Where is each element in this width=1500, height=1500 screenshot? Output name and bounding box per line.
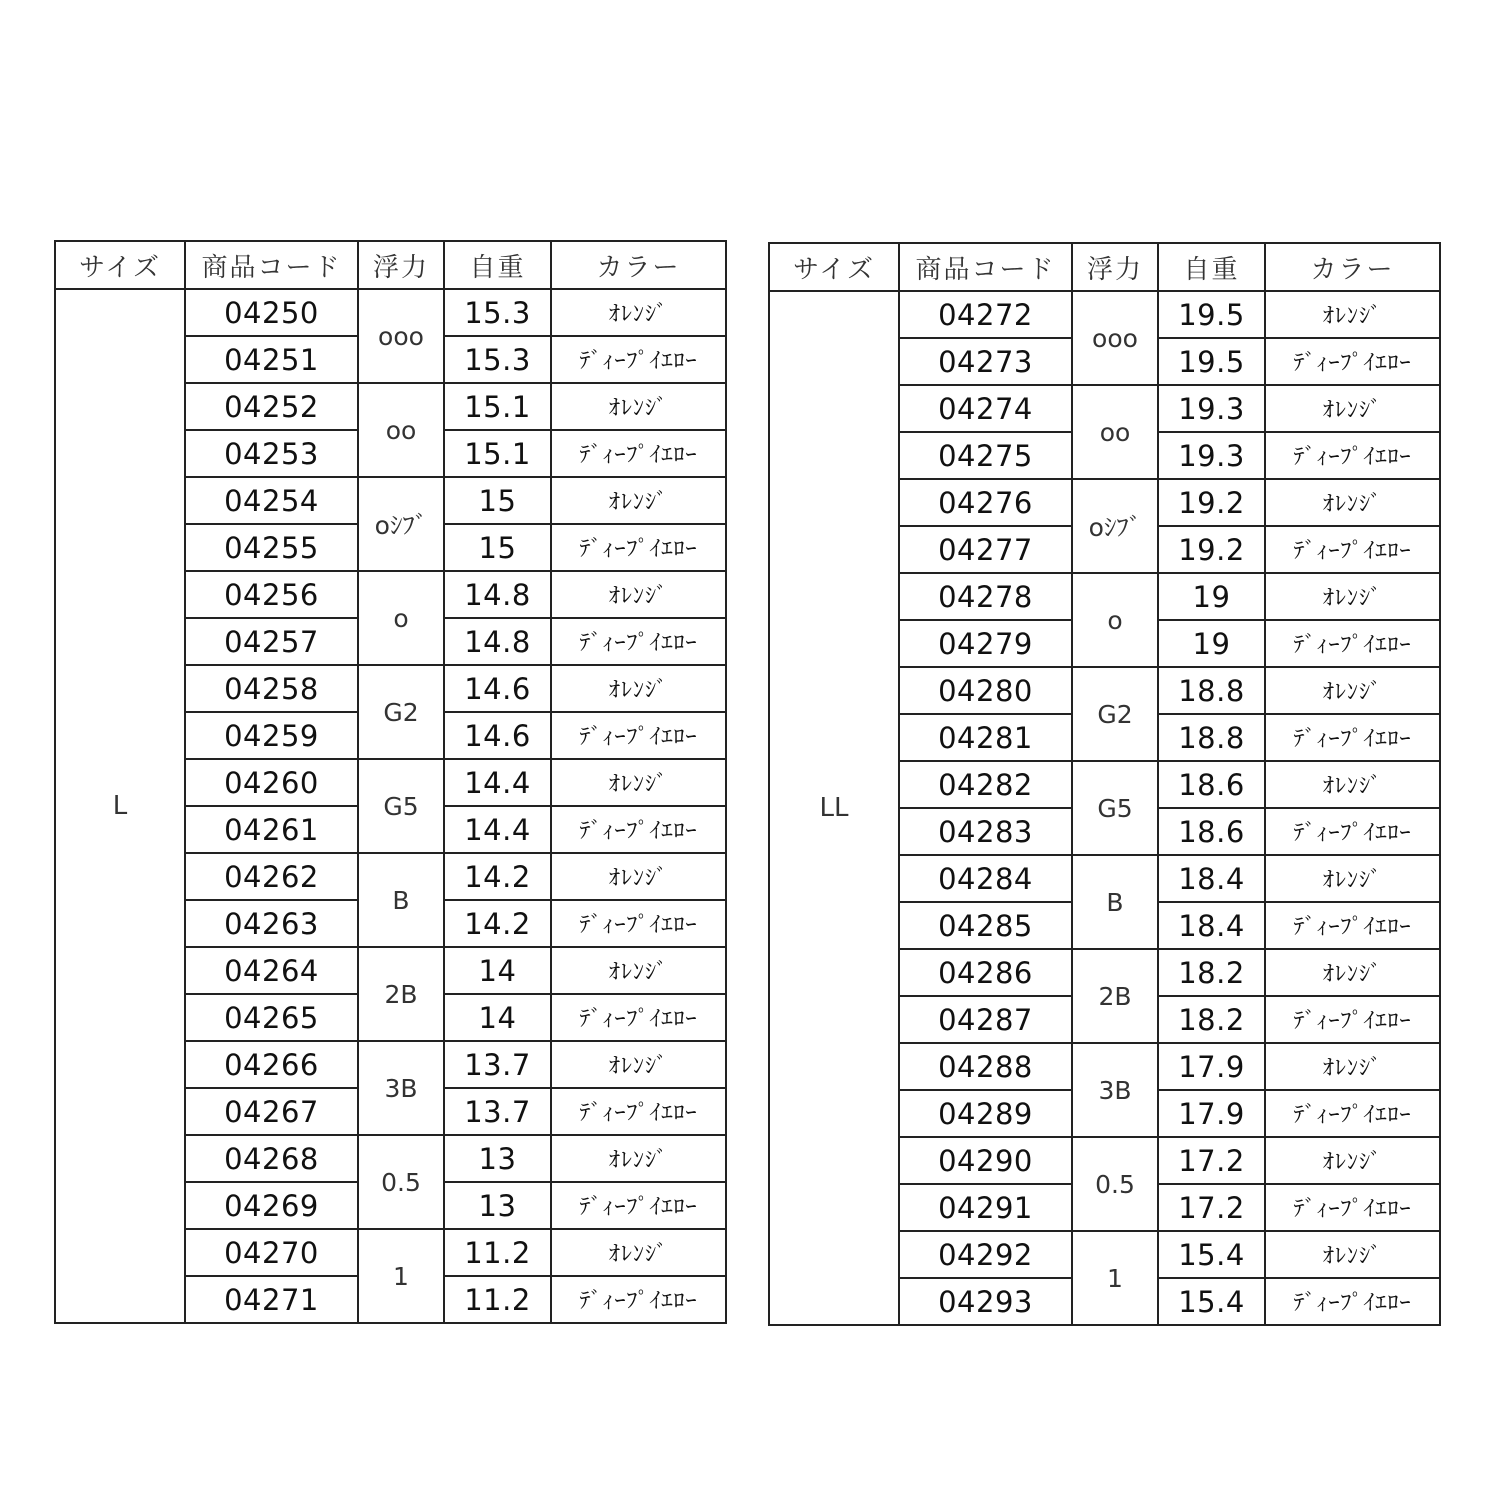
- color-cell: ｵﾚﾝｼﾞ: [1265, 573, 1440, 620]
- header-size: サイズ: [55, 241, 185, 289]
- weight-cell: 11.2: [444, 1229, 551, 1276]
- weight-cell: 19.2: [1158, 526, 1265, 573]
- color-cell: ﾃﾞｨｰﾌﾟｲｴﾛｰ: [551, 994, 726, 1041]
- product-code-cell: 04290: [899, 1137, 1072, 1184]
- weight-cell: 19: [1158, 620, 1265, 667]
- color-cell: ﾃﾞｨｰﾌﾟｲｴﾛｰ: [551, 524, 726, 571]
- header-weight: 自重: [444, 241, 551, 289]
- product-code-cell: 04260: [185, 759, 358, 806]
- color-cell: ｵﾚﾝｼﾞ: [551, 477, 726, 524]
- color-cell: ｵﾚﾝｼﾞ: [1265, 479, 1440, 526]
- color-cell: ﾃﾞｨｰﾌﾟｲｴﾛｰ: [551, 1276, 726, 1323]
- weight-cell: 15.3: [444, 289, 551, 336]
- weight-cell: 19.3: [1158, 385, 1265, 432]
- color-cell: ｵﾚﾝｼﾞ: [551, 571, 726, 618]
- color-cell: ﾃﾞｨｰﾌﾟｲｴﾛｰ: [551, 1088, 726, 1135]
- product-code-cell: 04255: [185, 524, 358, 571]
- color-cell: ｵﾚﾝｼﾞ: [1265, 1043, 1440, 1090]
- weight-cell: 19.2: [1158, 479, 1265, 526]
- color-cell: ｵﾚﾝｼﾞ: [551, 383, 726, 430]
- product-code-cell: 04268: [185, 1135, 358, 1182]
- product-code-cell: 04279: [899, 620, 1072, 667]
- size-cell: LL: [769, 291, 899, 1325]
- color-cell: ｵﾚﾝｼﾞ: [551, 1135, 726, 1182]
- buoyancy-cell: 0.5: [358, 1135, 444, 1229]
- color-cell: ﾃﾞｨｰﾌﾟｲｴﾛｰ: [1265, 620, 1440, 667]
- product-code-cell: 04271: [185, 1276, 358, 1323]
- product-code-cell: 04291: [899, 1184, 1072, 1231]
- product-code-cell: 04254: [185, 477, 358, 524]
- color-cell: ｵﾚﾝｼﾞ: [551, 665, 726, 712]
- product-code-cell: 04285: [899, 902, 1072, 949]
- weight-cell: 15.1: [444, 383, 551, 430]
- buoyancy-cell: o: [358, 571, 444, 665]
- product-code-cell: 04286: [899, 949, 1072, 996]
- header-buoyancy: 浮力: [358, 241, 444, 289]
- weight-cell: 15.3: [444, 336, 551, 383]
- weight-cell: 19: [1158, 573, 1265, 620]
- buoyancy-cell: 3B: [1072, 1043, 1158, 1137]
- color-cell: ﾃﾞｨｰﾌﾟｲｴﾛｰ: [1265, 1278, 1440, 1325]
- product-code-cell: 04282: [899, 761, 1072, 808]
- product-code-cell: 04289: [899, 1090, 1072, 1137]
- product-code-cell: 04270: [185, 1229, 358, 1276]
- buoyancy-cell: ooo: [358, 289, 444, 383]
- product-code-cell: 04283: [899, 808, 1072, 855]
- color-cell: ｵﾚﾝｼﾞ: [1265, 949, 1440, 996]
- weight-cell: 14.8: [444, 618, 551, 665]
- product-code-cell: 04274: [899, 385, 1072, 432]
- buoyancy-cell: B: [358, 853, 444, 947]
- product-code-cell: 04251: [185, 336, 358, 383]
- weight-cell: 17.9: [1158, 1043, 1265, 1090]
- color-cell: ﾃﾞｨｰﾌﾟｲｴﾛｰ: [1265, 1090, 1440, 1137]
- product-code-cell: 04281: [899, 714, 1072, 761]
- color-cell: ﾃﾞｨｰﾌﾟｲｴﾛｰ: [551, 336, 726, 383]
- buoyancy-cell: ooo: [1072, 291, 1158, 385]
- header-product-code: 商品コード: [899, 243, 1072, 291]
- weight-cell: 14.6: [444, 712, 551, 759]
- color-cell: ﾃﾞｨｰﾌﾟｲｴﾛｰ: [1265, 714, 1440, 761]
- product-code-cell: 04272: [899, 291, 1072, 338]
- product-code-cell: 04273: [899, 338, 1072, 385]
- product-code-cell: 04276: [899, 479, 1072, 526]
- weight-cell: 19.3: [1158, 432, 1265, 479]
- buoyancy-cell: G5: [1072, 761, 1158, 855]
- weight-cell: 18.4: [1158, 902, 1265, 949]
- color-cell: ﾃﾞｨｰﾌﾟｲｴﾛｰ: [1265, 526, 1440, 573]
- color-cell: ｵﾚﾝｼﾞ: [551, 1041, 726, 1088]
- weight-cell: 18.2: [1158, 949, 1265, 996]
- product-code-cell: 04269: [185, 1182, 358, 1229]
- weight-cell: 14.2: [444, 900, 551, 947]
- product-code-cell: 04259: [185, 712, 358, 759]
- table-body: [55, 289, 726, 1323]
- spec-table-l: [54, 240, 727, 1324]
- buoyancy-cell: G2: [358, 665, 444, 759]
- weight-cell: 13: [444, 1135, 551, 1182]
- buoyancy-cell: oｼﾌﾞ: [358, 477, 444, 571]
- color-cell: ﾃﾞｨｰﾌﾟｲｴﾛｰ: [551, 1182, 726, 1229]
- table-row: [769, 291, 1440, 338]
- spec-table-ll: [768, 242, 1441, 1326]
- color-cell: ｵﾚﾝｼﾞ: [1265, 855, 1440, 902]
- product-code-cell: 04284: [899, 855, 1072, 902]
- product-code-cell: 04253: [185, 430, 358, 477]
- weight-cell: 14.4: [444, 806, 551, 853]
- weight-cell: 14.2: [444, 853, 551, 900]
- color-cell: ﾃﾞｨｰﾌﾟｲｴﾛｰ: [1265, 338, 1440, 385]
- product-code-cell: 04292: [899, 1231, 1072, 1278]
- weight-cell: 15.1: [444, 430, 551, 477]
- color-cell: ｵﾚﾝｼﾞ: [551, 1229, 726, 1276]
- weight-cell: 18.6: [1158, 808, 1265, 855]
- product-code-cell: 04266: [185, 1041, 358, 1088]
- product-code-cell: 04280: [899, 667, 1072, 714]
- weight-cell: 17.2: [1158, 1137, 1265, 1184]
- weight-cell: 17.2: [1158, 1184, 1265, 1231]
- weight-cell: 13: [444, 1182, 551, 1229]
- weight-cell: 18.8: [1158, 667, 1265, 714]
- buoyancy-cell: oo: [358, 383, 444, 477]
- product-code-cell: 04275: [899, 432, 1072, 479]
- color-cell: ｵﾚﾝｼﾞ: [1265, 761, 1440, 808]
- weight-cell: 15.4: [1158, 1231, 1265, 1278]
- product-code-cell: 04265: [185, 994, 358, 1041]
- weight-cell: 18.4: [1158, 855, 1265, 902]
- product-code-cell: 04264: [185, 947, 358, 994]
- product-code-cell: 04263: [185, 900, 358, 947]
- color-cell: ｵﾚﾝｼﾞ: [1265, 667, 1440, 714]
- color-cell: ﾃﾞｨｰﾌﾟｲｴﾛｰ: [551, 900, 726, 947]
- color-cell: ﾃﾞｨｰﾌﾟｲｴﾛｰ: [551, 618, 726, 665]
- weight-cell: 18.6: [1158, 761, 1265, 808]
- weight-cell: 14.8: [444, 571, 551, 618]
- weight-cell: 15: [444, 524, 551, 571]
- table-row: [55, 289, 726, 336]
- buoyancy-cell: 0.5: [1072, 1137, 1158, 1231]
- weight-cell: 17.9: [1158, 1090, 1265, 1137]
- weight-cell: 11.2: [444, 1276, 551, 1323]
- color-cell: ｵﾚﾝｼﾞ: [1265, 1231, 1440, 1278]
- weight-cell: 14.6: [444, 665, 551, 712]
- weight-cell: 14.4: [444, 759, 551, 806]
- color-cell: ｵﾚﾝｼﾞ: [1265, 1137, 1440, 1184]
- product-code-cell: 04257: [185, 618, 358, 665]
- buoyancy-cell: 2B: [1072, 949, 1158, 1043]
- weight-cell: 18.8: [1158, 714, 1265, 761]
- weight-cell: 15.4: [1158, 1278, 1265, 1325]
- color-cell: ｵﾚﾝｼﾞ: [1265, 291, 1440, 338]
- product-code-cell: 04287: [899, 996, 1072, 1043]
- product-code-cell: 04262: [185, 853, 358, 900]
- header-product-code: 商品コード: [185, 241, 358, 289]
- color-cell: ﾃﾞｨｰﾌﾟｲｴﾛｰ: [1265, 1184, 1440, 1231]
- header-color: カラー: [1265, 243, 1440, 291]
- color-cell: ﾃﾞｨｰﾌﾟｲｴﾛｰ: [551, 430, 726, 477]
- buoyancy-cell: 2B: [358, 947, 444, 1041]
- header-row: [55, 241, 726, 289]
- header-size: サイズ: [769, 243, 899, 291]
- weight-cell: 19.5: [1158, 338, 1265, 385]
- weight-cell: 13.7: [444, 1041, 551, 1088]
- product-code-cell: 04252: [185, 383, 358, 430]
- buoyancy-cell: 1: [1072, 1231, 1158, 1325]
- buoyancy-cell: oo: [1072, 385, 1158, 479]
- color-cell: ﾃﾞｨｰﾌﾟｲｴﾛｰ: [1265, 902, 1440, 949]
- buoyancy-cell: o: [1072, 573, 1158, 667]
- weight-cell: 19.5: [1158, 291, 1265, 338]
- product-code-cell: 04288: [899, 1043, 1072, 1090]
- color-cell: ﾃﾞｨｰﾌﾟｲｴﾛｰ: [551, 806, 726, 853]
- product-code-cell: 04258: [185, 665, 358, 712]
- header-buoyancy: 浮力: [1072, 243, 1158, 291]
- product-code-cell: 04256: [185, 571, 358, 618]
- weight-cell: 14: [444, 994, 551, 1041]
- buoyancy-cell: G5: [358, 759, 444, 853]
- buoyancy-cell: 1: [358, 1229, 444, 1323]
- buoyancy-cell: oｼﾌﾞ: [1072, 479, 1158, 573]
- color-cell: ｵﾚﾝｼﾞ: [551, 947, 726, 994]
- color-cell: ｵﾚﾝｼﾞ: [1265, 385, 1440, 432]
- product-code-cell: 04267: [185, 1088, 358, 1135]
- color-cell: ｵﾚﾝｼﾞ: [551, 289, 726, 336]
- header-row: [769, 243, 1440, 291]
- product-code-cell: 04277: [899, 526, 1072, 573]
- table-body: [769, 291, 1440, 1325]
- weight-cell: 14: [444, 947, 551, 994]
- buoyancy-cell: 3B: [358, 1041, 444, 1135]
- product-code-cell: 04261: [185, 806, 358, 853]
- color-cell: ｵﾚﾝｼﾞ: [551, 853, 726, 900]
- color-cell: ﾃﾞｨｰﾌﾟｲｴﾛｰ: [1265, 432, 1440, 479]
- buoyancy-cell: B: [1072, 855, 1158, 949]
- weight-cell: 13.7: [444, 1088, 551, 1135]
- color-cell: ﾃﾞｨｰﾌﾟｲｴﾛｰ: [1265, 996, 1440, 1043]
- weight-cell: 18.2: [1158, 996, 1265, 1043]
- buoyancy-cell: G2: [1072, 667, 1158, 761]
- size-cell: L: [55, 289, 185, 1323]
- product-code-cell: 04250: [185, 289, 358, 336]
- header-weight: 自重: [1158, 243, 1265, 291]
- header-color: カラー: [551, 241, 726, 289]
- color-cell: ｵﾚﾝｼﾞ: [551, 759, 726, 806]
- weight-cell: 15: [444, 477, 551, 524]
- product-code-cell: 04293: [899, 1278, 1072, 1325]
- product-code-cell: 04278: [899, 573, 1072, 620]
- color-cell: ﾃﾞｨｰﾌﾟｲｴﾛｰ: [551, 712, 726, 759]
- color-cell: ﾃﾞｨｰﾌﾟｲｴﾛｰ: [1265, 808, 1440, 855]
